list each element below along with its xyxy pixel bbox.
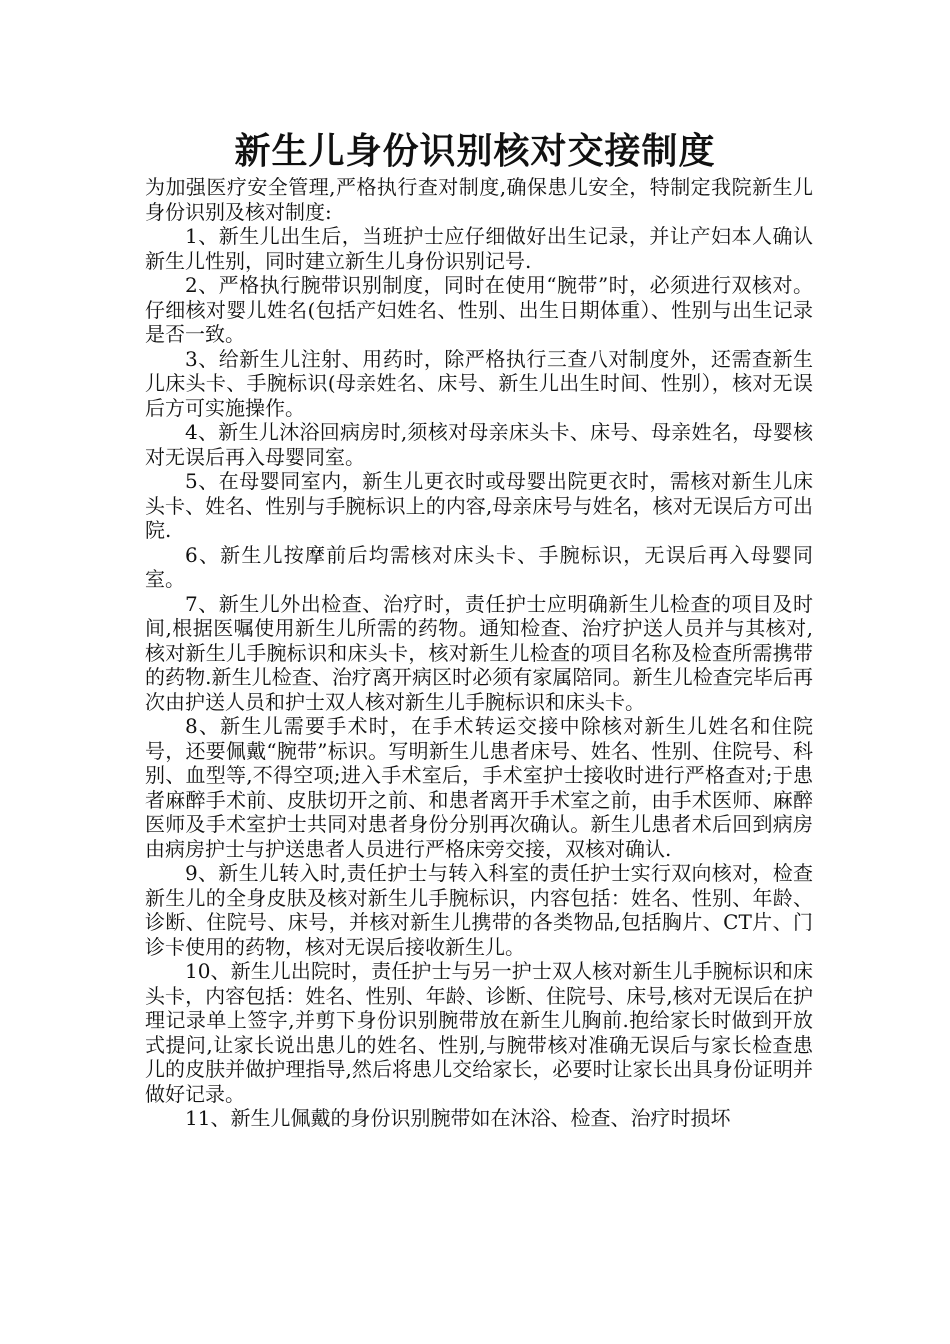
document-title: 新生儿身份识别核对交接制度 — [234, 130, 716, 172]
paragraph-2: 2、严格执行腕带识别制度，同时在使用“腕带”时，必须进行双核对。仔细核对婴儿姓名(包括产妇姓名、性别、出生日期体重）、性别与出生记录是否一致。 — [145, 273, 813, 346]
paragraph-11: 11、新生儿佩戴的身份识别腕带如在沐浴、检查、治疗时损坏 — [185, 1106, 731, 1130]
paragraph-5: 5、在母婴同室内，新生儿更衣时或母婴出院更衣时，需核对新生儿床头卡、姓名、性别与手腕标识上的内容,母亲床号与姓名，核对无误后方可出院. — [145, 469, 813, 542]
paragraph-6: 6、新生儿按摩前后均需核对床头卡、手腕标识，无误后再入母婴同室。 — [145, 542, 813, 591]
intro-paragraph: 为加强医疗安全管理,严格执行查对制度,确保患儿安全，特制定我院新生儿身份识别及核对制度: — [145, 175, 813, 224]
paragraph-10: 10、新生儿出院时，责任护士与另一护士双人核对新生儿手腕标识和床头卡，内容包括：姓名、性别、年龄、诊断、住院号、床号,核对无误后在护理记录单上签字,并剪下身份识别腕带放在新生儿胸前.抱给家长时做到开放式提问,让家长说出患儿的姓名、性别,与腕带核对准确无误后与家长检查患儿的皮肤并做护理指导,然后将患儿交给家长，必要时让家长出具身份证明并做好记录。 — [145, 959, 813, 1106]
document-body — [145, 175, 813, 1131]
paragraph-9: 9、新生儿转入时,责任护士与转入科室的责任护士实行双向核对，检查新生儿的全身皮肤及核对新生儿手腕标识，内容包括：姓名、性别、年龄、诊断、住院号、床号，并核对新生儿携带的各类物品,包括胸片、CT片、门诊卡使用的药物，核对无误后接收新生儿。 — [145, 861, 813, 959]
paragraph-4: 4、新生儿沐浴回病房时,须核对母亲床头卡、床号、母亲姓名，母婴核对无误后再入母婴同室。 — [145, 420, 813, 469]
paragraph-8: 8、新生儿需要手术时，在手术转运交接中除核对新生儿姓名和住院号，还要佩戴“腕带”标识。写明新生儿患者床号、姓名、性别、住院号、科别、血型等,不得空项;进入手术室后，手术室护士接收时进行严格查对;于患者麻醉手术前、皮肤切开之前、和患者离开手术室之前，由手术医师、麻醉医师及手术室护士共同对患者身份分别再次确认。新生儿患者术后回到病房由病房护士与护送患者人员进行严格床旁交接，双核对确认. — [145, 714, 813, 861]
paragraph-3: 3、给新生儿注射、用药时，除严格执行三查八对制度外，还需查新生儿床头卡、手腕标识(母亲姓名、床号、新生儿出生时间、性别），核对无误后方可实施操作。 — [145, 346, 813, 420]
paragraph-7: 7、新生儿外出检查、治疗时，责任护士应明确新生儿检查的项目及时间,根据医嘱使用新生儿所需的药物。通知检查、治疗护送人员并与其核对,核对新生儿手腕标识和床头卡，核对新生儿检查的项目名称及检查所需携带的药物.新生儿检查、治疗离开病区时必须有家属陪同。新生儿检查完毕后再次由护送人员和护士双人核对新生儿手腕标识和床头卡。 — [145, 591, 813, 714]
paragraph-1: 1、新生儿出生后，当班护士应仔细做好出生记录，并让产妇本人确认新生儿性别，同时建立新生儿身份识别记号. — [145, 224, 813, 273]
